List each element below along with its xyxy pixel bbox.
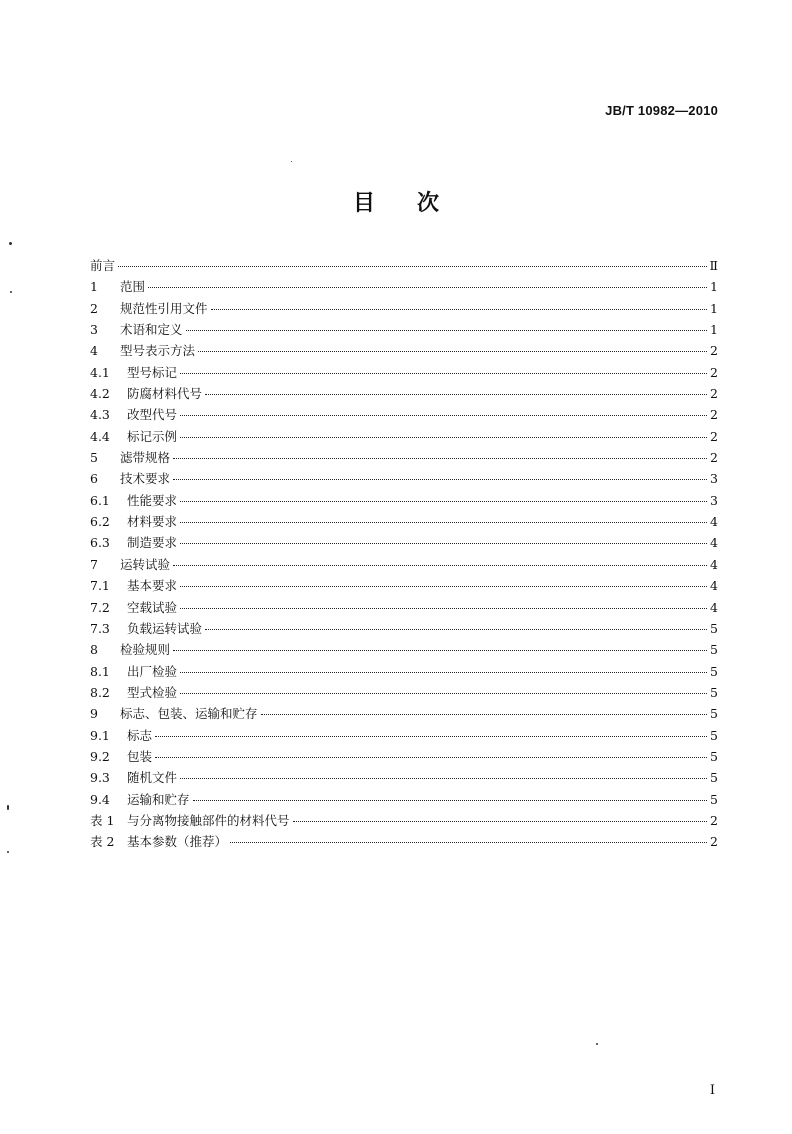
dot-leader — [205, 629, 707, 630]
table-of-contents — [90, 256, 718, 854]
toc-entry-label: 标志 — [127, 727, 153, 743]
toc-entry-label: 防腐材料代号 — [127, 386, 203, 402]
toc-entry — [90, 533, 718, 554]
dot-leader — [180, 543, 707, 544]
toc-entry-label: 技术要求 — [120, 471, 171, 487]
toc-entry — [90, 384, 718, 405]
toc-entry-page: 4 — [710, 578, 718, 594]
dot-leader — [293, 821, 707, 822]
toc-entry-label: 制造要求 — [127, 535, 178, 551]
toc-entry-number: 9.4 — [90, 791, 110, 807]
toc-entry-label: 包装 — [127, 748, 153, 764]
toc-entry-number: 9.1 — [90, 727, 110, 743]
toc-entry-label: 基本参数（推荐） — [127, 834, 228, 850]
toc-entry — [90, 320, 718, 341]
toc-entry-number: 表 2 — [90, 834, 115, 850]
toc-entry — [90, 363, 718, 384]
toc-entry-page: 5 — [710, 748, 718, 764]
toc-entry-number: 9 — [90, 706, 98, 722]
toc-entry — [90, 576, 718, 597]
toc-entry-label: 材料要求 — [127, 514, 178, 530]
toc-entry-page: 3 — [710, 492, 718, 508]
toc-entry-number: 5 — [90, 450, 98, 466]
dot-leader — [261, 714, 707, 715]
dot-leader — [230, 842, 707, 843]
toc-entry-label: 检验规则 — [120, 642, 171, 658]
toc-entry-page: 1 — [710, 322, 718, 338]
dot-leader — [155, 757, 707, 758]
toc-entry-page: 2 — [710, 450, 718, 466]
scan-speck — [7, 851, 9, 853]
toc-entry-label: 基本要求 — [127, 578, 178, 594]
dot-leader — [198, 351, 707, 352]
toc-entry-label: 滤带规格 — [120, 450, 171, 466]
toc-entry — [90, 405, 718, 426]
dot-leader — [180, 437, 707, 438]
toc-entry-label: 与分离物接触部件的材料代号 — [127, 812, 290, 828]
dot-leader — [186, 330, 707, 331]
toc-entry-label: 标记示例 — [127, 428, 178, 444]
toc-entry — [90, 555, 718, 576]
toc-entry-page: 5 — [710, 684, 718, 700]
dot-leader — [180, 778, 707, 779]
toc-entry-label: 性能要求 — [127, 492, 178, 508]
dot-leader — [173, 479, 707, 480]
toc-entry-page: Ⅱ — [709, 258, 718, 273]
dot-leader — [180, 415, 707, 416]
toc-entry-number: 9.2 — [90, 748, 110, 764]
toc-entry — [90, 662, 718, 683]
toc-entry — [90, 790, 718, 811]
toc-entry-page: 4 — [710, 535, 718, 551]
dot-leader — [173, 650, 707, 651]
toc-entry-label: 范围 — [120, 279, 146, 295]
scan-speck — [596, 1043, 598, 1045]
toc-entry-number: 4 — [90, 343, 98, 359]
dot-leader — [180, 672, 707, 673]
dot-leader — [180, 373, 707, 374]
scan-speck — [10, 291, 12, 293]
dot-leader — [193, 800, 707, 801]
toc-entry — [90, 341, 718, 362]
toc-entry-page: 1 — [710, 279, 718, 295]
toc-entry-number: 1 — [90, 279, 98, 295]
toc-entry-label: 运输和贮存 — [127, 791, 190, 807]
toc-entry-page: 4 — [710, 556, 718, 572]
toc-entry-number: 8.2 — [90, 684, 110, 700]
toc-entry-number: 6.3 — [90, 535, 110, 551]
dot-leader — [173, 458, 707, 459]
toc-entry-page: 2 — [710, 812, 718, 828]
toc-entry — [90, 619, 718, 640]
toc-entry-number: 4.2 — [90, 386, 110, 402]
toc-entry-number: 4.1 — [90, 364, 110, 380]
toc-entry-label: 术语和定义 — [120, 322, 183, 338]
toc-entry-number: 3 — [90, 322, 98, 338]
dot-leader — [180, 586, 707, 587]
dot-leader — [173, 565, 707, 566]
dot-leader — [118, 266, 706, 267]
scan-speck — [7, 805, 9, 810]
toc-entry-number: 8 — [90, 642, 98, 658]
toc-entry-label: 空载试验 — [127, 599, 178, 615]
toc-entry-number: 6.1 — [90, 492, 110, 508]
toc-entry — [90, 427, 718, 448]
toc-entry-label: 改型代号 — [127, 407, 178, 423]
toc-entry-label: 前言 — [90, 258, 116, 273]
toc-entry-page: 5 — [710, 770, 718, 786]
dot-leader — [180, 522, 707, 523]
toc-entry-label: 型号表示方法 — [120, 343, 196, 359]
toc-entry — [90, 491, 718, 512]
toc-entry-page: 2 — [710, 386, 718, 402]
toc-entry-number: 4.4 — [90, 428, 110, 444]
dot-leader — [180, 693, 707, 694]
dot-leader — [205, 394, 707, 395]
toc-entry-page: 2 — [710, 407, 718, 423]
toc-entry-page: 2 — [710, 364, 718, 380]
toc-entry — [90, 726, 718, 747]
toc-entry-label: 出厂检验 — [127, 663, 178, 679]
toc-entry-number: 7.1 — [90, 578, 110, 594]
toc-entry — [90, 832, 718, 853]
toc-entry-label: 负载运转试验 — [127, 620, 203, 636]
toc-entry — [90, 448, 718, 469]
toc-entry — [90, 704, 718, 725]
toc-entry-page: 4 — [710, 514, 718, 530]
dot-leader — [180, 608, 707, 609]
toc-entry-label: 型号标记 — [127, 364, 178, 380]
toc-entry — [90, 299, 718, 320]
toc-entry-page: 5 — [710, 791, 718, 807]
scan-speck — [9, 242, 12, 245]
page-title: 目次 — [352, 190, 481, 216]
dot-leader — [155, 736, 707, 737]
toc-entry — [90, 747, 718, 768]
toc-entry-number: 7.2 — [90, 599, 110, 615]
toc-entry-page: 5 — [710, 706, 718, 722]
toc-entry-number: 8.1 — [90, 663, 110, 679]
toc-entry-page: 5 — [710, 642, 718, 658]
toc-entry-label: 标志、包装、运输和贮存 — [120, 706, 258, 722]
toc-entry-page: 5 — [710, 620, 718, 636]
toc-entry-page: 1 — [710, 300, 718, 316]
toc-entry-label: 随机文件 — [127, 770, 178, 786]
toc-entry — [90, 640, 718, 661]
toc-entry-number: 7 — [90, 556, 98, 572]
toc-entry — [90, 512, 718, 533]
toc-entry-number: 4.3 — [90, 407, 110, 423]
toc-entry-number: 2 — [90, 300, 98, 316]
dot-leader — [148, 287, 707, 288]
toc-entry-page: 2 — [710, 834, 718, 850]
document-number: JB/T 10982—2010 — [605, 103, 718, 118]
toc-entry-label: 规范性引用文件 — [120, 300, 208, 316]
toc-entry-number: 6 — [90, 471, 98, 487]
toc-entry — [90, 811, 718, 832]
toc-entry-number: 6.2 — [90, 514, 110, 530]
toc-entry — [90, 277, 718, 298]
toc-entry — [90, 256, 718, 277]
toc-entry-page: 4 — [710, 599, 718, 615]
toc-entry-number: 表 1 — [90, 812, 115, 828]
toc-entry-number: 9.3 — [90, 770, 110, 786]
toc-entry-label: 运转试验 — [120, 556, 171, 572]
toc-entry — [90, 469, 718, 490]
dot-leader — [211, 309, 707, 310]
page-number: I — [709, 1083, 715, 1098]
toc-entry-number: 7.3 — [90, 620, 110, 636]
toc-entry — [90, 768, 718, 789]
toc-entry-page: 3 — [710, 471, 718, 487]
scan-speck — [291, 161, 292, 162]
toc-entry-page: 2 — [710, 428, 718, 444]
toc-entry-page: 5 — [710, 727, 718, 743]
toc-entry-page: 5 — [710, 663, 718, 679]
toc-entry — [90, 683, 718, 704]
toc-entry-label: 型式检验 — [127, 684, 178, 700]
dot-leader — [180, 501, 707, 502]
toc-entry — [90, 598, 718, 619]
toc-entry-page: 2 — [710, 343, 718, 359]
